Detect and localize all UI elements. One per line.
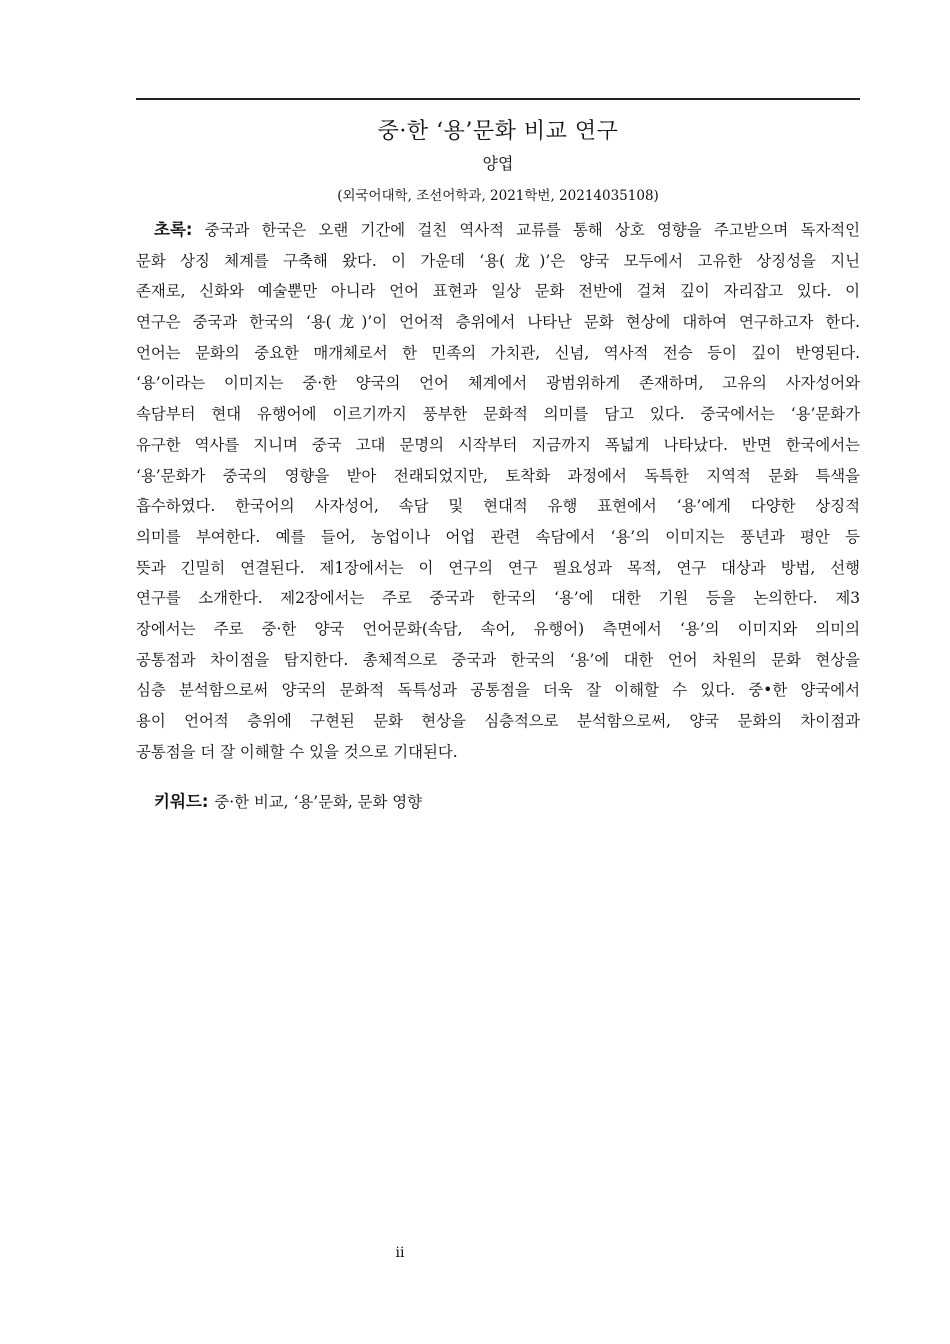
author-name: 양엽 [482, 154, 514, 173]
abstract-line: 공통점을 더 잘 이해할 수 있을 것으로 기대된다. [136, 742, 458, 761]
abstract-line: 장에서는 주로 중·한 양국 언어문화(속담, 속어, 유행어) 측면에서 ‘용’의 이미지와 의미의 [136, 619, 860, 638]
abstract-line-text: 중국과 한국은 오랜 기간에 걸친 역사적 교류를 통해 상호 영향을 주고받으며 독자적인 [204, 221, 860, 239]
abstract-line: 연구를 소개한다. 제2장에서는 주로 중국과 한국의 ‘용’에 대한 기원 등을 논의한다. 제3 [136, 589, 860, 608]
abstract-line: 용이 언어적 층위에 구현된 문화 현상을 심층적으로 분석함으로써, 양국 문화의 차이점과 [136, 712, 860, 730]
abstract [136, 215, 860, 767]
abstract-line: 유구한 역사를 지니며 중국 고대 문명의 시작부터 지금까지 폭넓게 나타났다. 반면 한국에서는 [136, 435, 860, 454]
abstract-line: 속담부터 현대 유행어에 이르기까지 풍부한 문화적 의미를 담고 있다. 중국에서는 ‘용’문화가 [136, 405, 860, 424]
author-affiliation: (외국어대학, 조선어학과, 2021학번, 20214035108) [337, 188, 659, 204]
abstract-line [136, 215, 860, 246]
abstract-line: 연구은 중국과 한국의 ‘용(龙)’이 언어적 층위에서 나타난 문화 현상에 대하여 연구하고자 한다. [136, 313, 860, 332]
abstract-line: 의미를 부여한다. 예를 들어, 농업이나 어업 관련 속담에서 ‘용’의 이미지는 풍년과 평안 등 [136, 527, 860, 546]
page-title: 중·한 ‘용’문화 비교 연구 [377, 119, 619, 144]
abstract-line: 흡수하였다. 한국어의 사자성어, 속담 및 현대적 유행 표현에서 ‘용’에게 다양한 상징적 [136, 497, 860, 516]
top-rule [136, 98, 860, 100]
abstract-line: ‘용’이라는 이미지는 중·한 양국의 언어 체계에서 광범위하게 존재하며, 고유의 사자성어와 [136, 374, 860, 393]
abstract-line: ‘용’문화가 중국의 영향을 받아 전래되었지만, 토착화 과정에서 독특한 지역적 문화 특색을 [136, 466, 860, 485]
abstract-line: 언어는 문화의 중요한 매개체로서 한 민족의 가치관, 신념, 역사적 전승 등이 깊이 반영된다. [136, 343, 860, 362]
abstract-line: 공통점과 차이점을 탐지한다. 총체적으로 중국과 한국의 ‘용’에 대한 언어 차원의 문화 현상을 [136, 650, 860, 669]
abstract-line: 존재로, 신화와 예술뿐만 아니라 언어 표현과 일상 문화 전반에 걸쳐 깊이 자리잡고 있다. 이 [136, 282, 860, 301]
page-number: ii [395, 1245, 405, 1261]
abstract-line: 문화 상징 체계를 구축해 왔다. 이 가운데 ‘용(龙)’은 양국 모두에서 고유한 상징성을 지닌 [136, 251, 860, 270]
keywords-text: 중·한 비교, ‘용’문화, 문화 영향 [214, 793, 422, 811]
keywords [154, 789, 422, 815]
abstract-line: 심층 분석함으로써 양국의 문화적 독특성과 공통점을 더욱 잘 이해할 수 있다. 중•한 양국에서 [136, 681, 860, 700]
abstract-line: 뜻과 긴밀히 연결된다. 제1장에서는 이 연구의 연구 필요성과 목적, 연구 대상과 방법, 선행 [136, 558, 860, 577]
abstract-label: 초록: [154, 220, 193, 239]
keywords-label: 키워드: [154, 792, 209, 811]
